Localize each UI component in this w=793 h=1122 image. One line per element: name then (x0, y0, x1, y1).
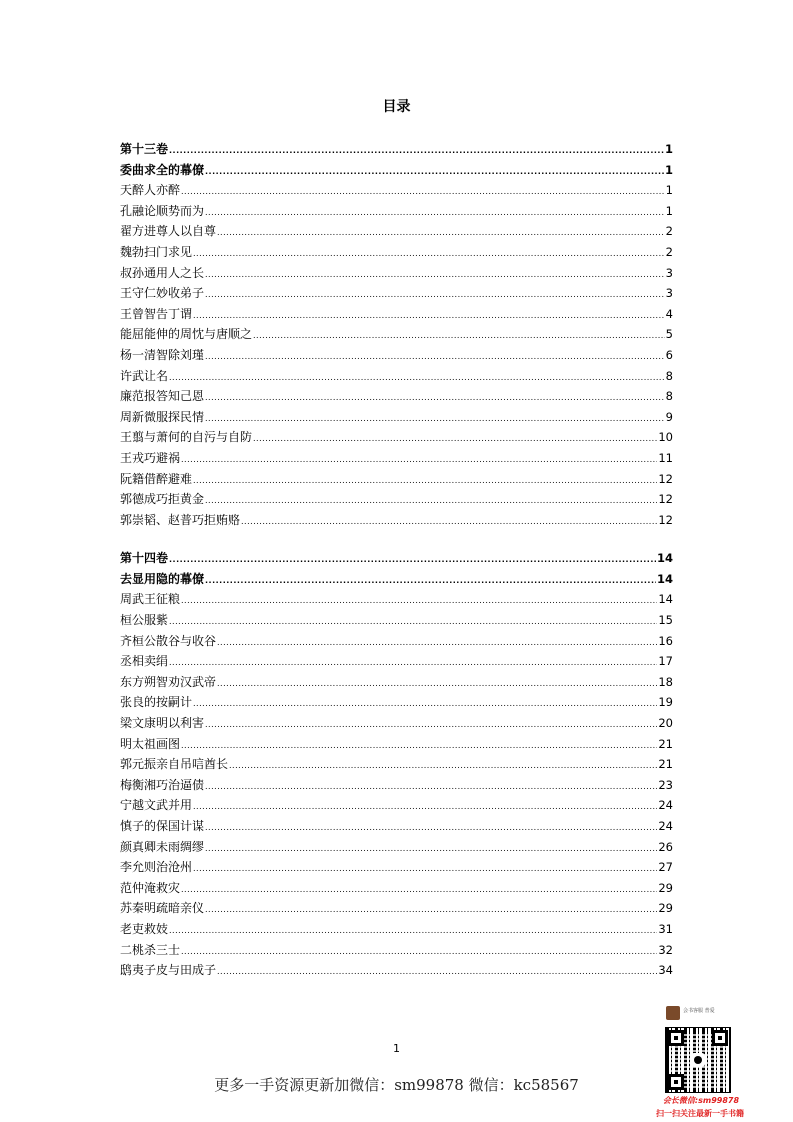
page-number: 1 (393, 1042, 400, 1055)
toc-leader-dots (205, 491, 657, 512)
toc-leader-dots (181, 591, 657, 612)
toc-entry-label: 孔融论顺势而为 (120, 203, 205, 218)
toc-entry-label: 周新微服探民情 (120, 409, 205, 424)
toc-entry[interactable] (120, 448, 673, 469)
toc-entry-page: 12 (658, 471, 673, 486)
toc-entry-label: 阮籍借醉避难 (120, 471, 193, 486)
toc-entry[interactable] (120, 180, 673, 201)
toc-entry-page: 3 (665, 265, 673, 280)
toc-entry-page: 1 (664, 162, 673, 177)
toc-entry-page: 1 (664, 142, 673, 156)
toc-entry-page: 32 (658, 942, 673, 957)
toc-leader-dots (253, 326, 665, 347)
toc-entry-label: 张良的按嗣计 (120, 695, 193, 710)
toc-entry-page: 6 (665, 347, 673, 362)
toc-entry-label: 郭元振亲自吊唁酋长 (120, 757, 229, 772)
qr-header-text: 会书客服 普爱 (683, 1008, 715, 1014)
toc-entry-page: 10 (658, 430, 673, 445)
toc-entry-label: 第十四卷 (120, 551, 169, 566)
toc-entry[interactable] (120, 960, 673, 981)
toc-leader-dots (169, 921, 657, 942)
toc-leader-dots (253, 429, 657, 450)
toc-entry-label: 颜真卿未雨绸缪 (120, 839, 205, 854)
toc-entry-page: 24 (658, 798, 673, 813)
toc-entry-label: 鸱夷子皮与田成子 (120, 963, 217, 978)
toc-entry[interactable] (120, 263, 673, 284)
toc-entry-page: 8 (665, 368, 673, 383)
toc-entry[interactable] (120, 407, 673, 428)
toc-entry-label: 王守仁妙收弟子 (120, 286, 205, 301)
toc-entry-label: 梅衡湘巧治逼债 (120, 777, 205, 792)
toc-leader-dots (205, 900, 657, 921)
toc-entry[interactable] (120, 857, 673, 878)
toc-entry[interactable] (120, 816, 673, 837)
toc-entry[interactable] (120, 940, 673, 961)
toc-leader-dots (193, 694, 657, 715)
toc-leader-dots (169, 653, 657, 674)
toc-leader-dots (205, 571, 656, 592)
toc-entry[interactable] (120, 242, 673, 263)
toc-entry-page: 9 (665, 409, 673, 424)
toc-entry-page: 17 (658, 654, 673, 669)
toc-entry-page: 3 (665, 286, 673, 301)
toc-entry-label: 魏勃扫门求见 (120, 244, 193, 259)
qr-caption-wechat: 会长微信:sm99878 (662, 1096, 740, 1105)
toc-leader-dots (181, 182, 665, 203)
toc-entry-label: 齐桓公散谷与收谷 (120, 633, 217, 648)
toc-leader-dots (193, 306, 665, 327)
toc-entry-label: 叔孙通用人之长 (120, 265, 205, 280)
toc-entry-page: 31 (658, 921, 673, 936)
toc-entry-page: 14 (656, 551, 673, 566)
toc-entry-label: 东方朔智劝汉武帝 (120, 674, 217, 689)
toc-entry[interactable] (120, 837, 673, 858)
toc-entry-label: 老吏救妓 (120, 921, 169, 936)
toc-heading-entry[interactable] (120, 548, 673, 569)
toc-entry[interactable] (120, 469, 673, 490)
toc-leader-dots (193, 244, 665, 265)
toc-leader-dots (193, 797, 657, 818)
toc-entry[interactable] (120, 201, 673, 222)
toc-entry[interactable] (120, 221, 673, 242)
toc-leader-dots (205, 265, 665, 286)
toc-entry[interactable] (120, 345, 673, 366)
toc-entry-label: 许武让名 (120, 368, 169, 383)
qr-caption-follow: 扫一扫关注最新一手书籍 (656, 1109, 744, 1118)
toc-leader-dots (205, 388, 665, 409)
toc-leader-dots (217, 223, 665, 244)
toc-entry-label: 明太祖画图 (120, 736, 181, 751)
toc-entry[interactable] (120, 427, 673, 448)
toc-leader-dots (205, 839, 657, 860)
toc-entry[interactable] (120, 366, 673, 387)
table-of-contents (120, 139, 673, 981)
toc-entry-label: 郭德成巧拒黄金 (120, 492, 205, 507)
toc-entry-page: 12 (658, 492, 673, 507)
toc-entry[interactable] (120, 795, 673, 816)
toc-leader-dots (193, 471, 657, 492)
toc-entry-label: 能屈能伸的周忱与唐顺之 (120, 327, 253, 342)
toc-entry-label: 宁越文武并用 (120, 798, 193, 813)
toc-entry-page: 11 (658, 450, 673, 465)
toc-entry[interactable] (120, 878, 673, 899)
toc-section-gap (120, 530, 673, 548)
toc-entry-page: 24 (658, 819, 673, 833)
toc-entry-label: 王翦与萧何的自污与自防 (120, 430, 253, 445)
toc-entry-page: 8 (665, 389, 673, 404)
toc-entry[interactable] (120, 651, 673, 672)
toc-leader-dots (169, 550, 656, 571)
toc-entry-page: 2 (665, 244, 673, 259)
toc-heading-entry[interactable] (120, 139, 673, 160)
toc-entry-page: 29 (658, 880, 673, 895)
toc-entry-page: 2 (665, 224, 673, 239)
toc-entry-page: 18 (658, 674, 673, 689)
toc-title: 目录 (382, 99, 411, 115)
toc-entry-page: 16 (658, 633, 673, 648)
toc-leader-dots (181, 736, 657, 757)
toc-entry-label: 周武王征粮 (120, 592, 181, 607)
toc-entry-label: 王戎巧避祸 (120, 450, 181, 465)
toc-entry[interactable] (120, 386, 673, 407)
toc-entry-label: 苏秦明疏暗亲仪 (120, 901, 205, 916)
toc-leader-dots (205, 347, 665, 368)
toc-leader-dots (193, 859, 657, 880)
toc-entry[interactable] (120, 304, 673, 325)
toc-entry-page: 21 (658, 757, 673, 772)
toc-leader-dots (205, 818, 657, 839)
toc-leader-dots (205, 409, 665, 430)
toc-entry-page: 14 (658, 592, 673, 607)
toc-heading-entry[interactable] (120, 160, 673, 181)
toc-leader-dots (181, 880, 657, 901)
toc-entry-label: 梁文康明以利害 (120, 716, 205, 731)
toc-entry-label: 桓公服紫 (120, 613, 169, 628)
toc-entry[interactable] (120, 589, 673, 610)
toc-leader-dots (217, 962, 657, 983)
toc-entry-page: 27 (658, 860, 673, 875)
wechat-icon (691, 1053, 705, 1067)
toc-leader-dots (217, 674, 657, 695)
toc-entry-label: 郭崇韬、赵普巧拒贿赂 (120, 512, 241, 527)
toc-entry-page: 29 (658, 901, 673, 916)
toc-entry-label: 二桃杀三士 (120, 942, 181, 957)
toc-entry-label: 天醉人亦醉 (120, 183, 181, 198)
toc-entry-page: 1 (665, 183, 673, 198)
toc-entry-label: 慎子的保国计谋 (120, 819, 205, 833)
toc-entry-label: 去显用隐的幕僚 (120, 571, 205, 586)
toc-leader-dots (205, 715, 657, 736)
toc-entry-page: 34 (658, 963, 673, 978)
toc-leader-dots (229, 756, 657, 777)
toc-entry-page: 4 (665, 306, 673, 321)
toc-entry[interactable] (120, 775, 673, 796)
toc-leader-dots (205, 285, 665, 306)
toc-entry[interactable] (120, 898, 673, 919)
toc-leader-dots (169, 612, 657, 633)
toc-entry-label: 李允则治沧州 (120, 860, 193, 875)
toc-entry-page: 15 (658, 613, 673, 628)
toc-entry[interactable] (120, 631, 673, 652)
toc-leader-dots (169, 141, 664, 162)
toc-entry[interactable] (120, 734, 673, 755)
toc-entry[interactable] (120, 489, 673, 510)
toc-leader-dots (181, 450, 657, 471)
toc-entry[interactable] (120, 610, 673, 631)
toc-entry-label: 丞相卖绢 (120, 654, 169, 669)
toc-heading-entry[interactable] (120, 569, 673, 590)
toc-leader-dots (217, 633, 657, 654)
toc-leader-dots (205, 162, 664, 183)
toc-entry-page: 14 (656, 571, 673, 586)
toc-leader-dots (169, 368, 665, 389)
toc-entry[interactable] (120, 692, 673, 713)
toc-entry-page: 23 (658, 777, 673, 792)
qr-header (666, 1006, 736, 1022)
toc-leader-dots (205, 203, 665, 224)
toc-entry[interactable] (120, 754, 673, 775)
toc-entry[interactable] (120, 324, 673, 345)
toc-entry[interactable] (120, 713, 673, 734)
qr-block (644, 1002, 756, 1120)
toc-entry-page: 20 (658, 716, 673, 731)
footer-note: 更多一手资源更新加微信：sm99878 微信：kc58567 (214, 1076, 579, 1094)
toc-entry-page: 1 (665, 203, 673, 218)
toc-entry-label: 范仲淹救灾 (120, 880, 181, 895)
toc-entry[interactable] (120, 510, 673, 531)
toc-leader-dots (241, 512, 657, 533)
toc-entry-label: 翟方进尊人以自尊 (120, 224, 217, 239)
toc-entry-label: 杨一清智除刘瑾 (120, 347, 205, 362)
toc-entry-label: 王曾智告丁谓 (120, 306, 193, 321)
toc-entry-page: 12 (658, 512, 673, 527)
toc-entry-page: 21 (658, 736, 673, 751)
toc-entry[interactable] (120, 283, 673, 304)
toc-entry-page: 5 (665, 327, 673, 342)
toc-leader-dots (181, 942, 657, 963)
toc-entry[interactable] (120, 919, 673, 940)
toc-entry-page: 26 (658, 839, 673, 854)
qr-code-icon (666, 1028, 730, 1092)
avatar (666, 1006, 680, 1020)
toc-entry-page: 19 (658, 695, 673, 710)
toc-entry-label: 第十三卷 (120, 142, 169, 156)
toc-entry-label: 廉范报答知己恩 (120, 389, 205, 404)
toc-leader-dots (205, 777, 657, 798)
toc-entry-label: 委曲求全的幕僚 (120, 162, 205, 177)
toc-entry[interactable] (120, 672, 673, 693)
